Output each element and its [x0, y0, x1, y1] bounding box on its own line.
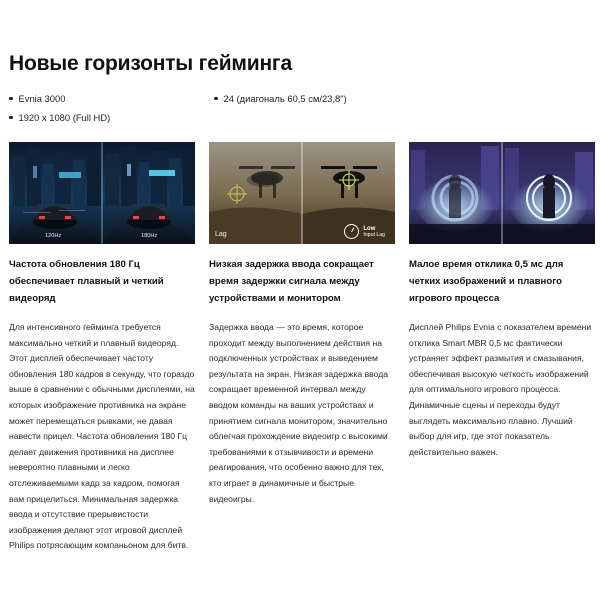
refresh-label-180: 180Hz: [141, 233, 158, 239]
lag-label: Lag: [215, 231, 227, 238]
features-grid: [9, 142, 591, 582]
spec-text: 24 (диагональ 60,5 см/23,8"): [223, 93, 347, 104]
feature-response-time: [409, 142, 595, 460]
response-time-image: [409, 142, 595, 244]
bullet-icon: [9, 116, 13, 120]
bullet-icon: [214, 97, 218, 101]
feature-description: Задержка ввода — это время, которое проходит между выполнением действия на подключенных устройствах и выведением результата на экран. Низкая задержка ввода сокращает временной интервал между вводом команды на ваших устройствах и принятием сигнала монитором, значительно облегчая прохождение видеоигр с высокими требованиями к отзывчивости и времени реагирования, что особенно важно для тех, кто играет в динамичные и быстрые видеоигры.: [209, 322, 389, 504]
speedometer-icon: [344, 224, 359, 239]
bullet-icon: [9, 97, 13, 101]
page-title: Новые горизонты гейминга: [9, 52, 292, 75]
feature-title: Частота обновления 180 Гц обеспечивает плавный и четкий видеоряд: [9, 259, 164, 304]
input-lag-label: Input Lag: [363, 231, 385, 238]
spec-item-resolution: [9, 112, 110, 123]
feature-description: Дисплей Philips Evnia с показателем времени отклика Smart MBR 0,5 мс фактически устраняет эффект размытия и смазывания, обеспечивая высокую четкость изображений для оптимального игрового процесса. Динамичные сцены и переходы будут выглядеть максимально плавно. Лучший выбор для игр, где этот показатель действительно важен.: [409, 322, 592, 457]
feature-title: Малое время отклика 0,5 мс для четких изображений и плавного игрового процесса: [409, 259, 564, 304]
spec-item-size: [214, 93, 347, 104]
low-input-lag-text: [363, 226, 385, 238]
spec-text: Evnia 3000: [18, 93, 66, 104]
low-label: Low: [363, 225, 376, 232]
cyber-character-illustration: [409, 142, 595, 244]
low-input-lag-badge: [344, 224, 385, 239]
refresh-rate-image: [9, 142, 195, 244]
feature-refresh-rate: [9, 142, 195, 554]
feature-input-lag: [209, 142, 395, 507]
spec-item-model: [9, 93, 65, 104]
feature-title: Низкая задержка ввода сокращает время задержки сигнала между устройствами и монитором: [209, 259, 374, 304]
racing-scene-illustration: [9, 142, 195, 244]
feature-description: Для интенсивного гейминга требуется максимально четкий и плавный видеоряд. Этот дисплей обеспечивает частоту обновления 180 кадров в секунду, что гораздо выше в сравнении с обычными дисплеями, на которых изображение противника на экране может перемещаться рывками, не давая навести прицел. Частота обновления 180 Гц делает движения противника на дисплее невероятно плавными и легко отслеживаемыми кадр за кадром, помогая вам прицелиться. Минимальная задержка ввода и отсутствие прерывистости изображения делают этот игровой дисплей Philips потрясающим компаньоном для битв.: [9, 322, 195, 551]
input-lag-image: [209, 142, 395, 244]
refresh-label-120: 120Hz: [45, 233, 62, 239]
spec-text: 1920 x 1080 (Full HD): [18, 112, 111, 123]
